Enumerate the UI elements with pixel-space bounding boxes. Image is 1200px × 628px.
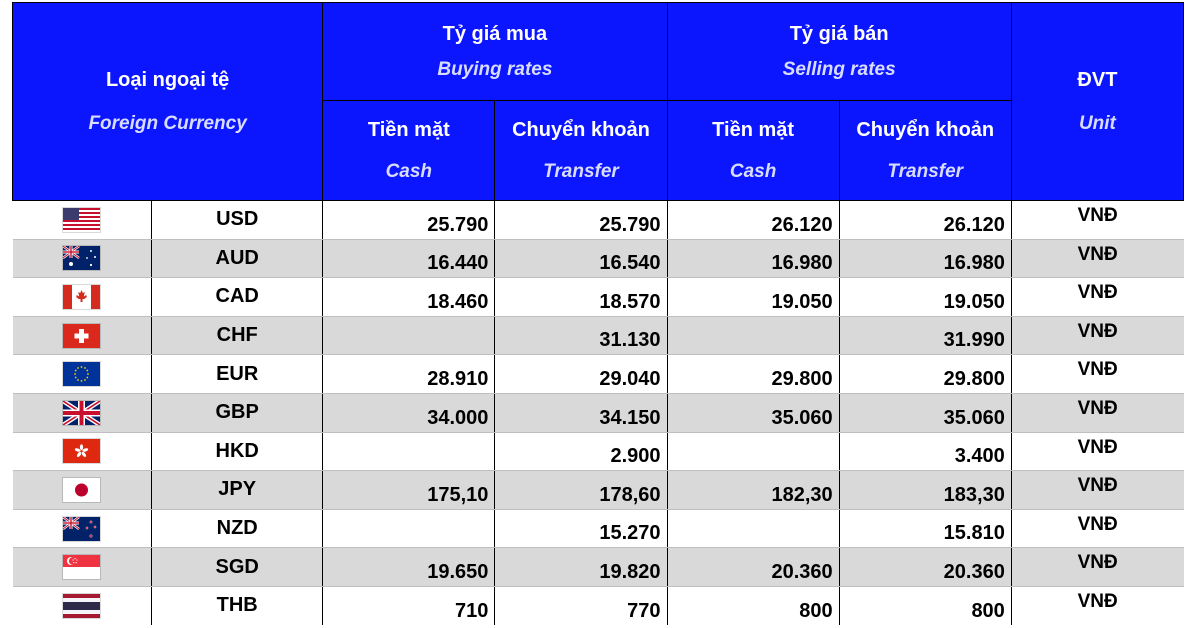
table-header [13,3,1184,201]
flag-cell [13,393,152,432]
sell-transfer-rate: 3.400 [839,432,1011,471]
buy-cash-rate: 710 [323,586,495,625]
flag-cell [13,586,152,625]
jp-flag-icon [63,478,100,502]
unit-cell: VNĐ [1011,509,1183,548]
sell-cash-rate [667,509,839,548]
currency-code: AUD [152,239,323,278]
flag-cell [13,316,152,355]
eu-flag-icon [63,362,100,386]
ch-flag-icon [63,324,100,348]
flag-cell [13,509,152,548]
table-row [13,201,1184,240]
table-row [13,239,1184,278]
sell-cash-rate [667,432,839,471]
sell-transfer-rate: 20.360 [839,548,1011,587]
sell-transfer-rate: 26.120 [839,201,1011,240]
exchange-rate-board [12,2,1184,625]
header-sell-cash [667,101,839,201]
buy-transfer-rate: 770 [495,586,667,625]
currency-code: CAD [152,278,323,317]
buy-transfer-rate: 178,60 [495,471,667,510]
sell-transfer-rate: 800 [839,586,1011,625]
sell-cash-rate: 16.980 [667,239,839,278]
unit-cell: VNĐ [1011,586,1183,625]
header-selling-rates [667,3,1011,101]
sell-cash-rate: 29.800 [667,355,839,394]
buy-transfer-rate: 29.040 [495,355,667,394]
sell-transfer-rate: 19.050 [839,278,1011,317]
header-unit [1011,3,1183,201]
buy-transfer-rate: 2.900 [495,432,667,471]
hk-flag-icon [63,439,100,463]
table-row [13,432,1184,471]
buy-cash-rate: 28.910 [323,355,495,394]
buy-cash-rate: 16.440 [323,239,495,278]
buy-cash-rate [323,509,495,548]
buy-transfer-rate: 34.150 [495,393,667,432]
currency-code: JPY [152,471,323,510]
nz-flag-icon [63,517,100,541]
unit-cell: VNĐ [1011,278,1183,317]
table-row [13,586,1184,625]
header-selling-en: Selling rates [782,58,896,80]
flag-cell [13,278,152,317]
buy-cash-rate: 34.000 [323,393,495,432]
currency-code: HKD [152,432,323,471]
exchange-rate-table [12,2,1184,625]
gb-flag-icon [63,401,100,425]
sell-transfer-rate: 15.810 [839,509,1011,548]
us-flag-icon [63,208,100,232]
buy-transfer-rate: 25.790 [495,201,667,240]
header-buying-vi: Tỷ giá mua [442,22,548,45]
header-cash-en: Cash [385,160,433,182]
unit-cell: VNĐ [1011,355,1183,394]
header-currency-vi: Loại ngoại tệ [105,68,230,91]
buy-cash-rate [323,316,495,355]
sell-transfer-rate: 31.990 [839,316,1011,355]
buy-cash-rate [323,432,495,471]
header-cash-vi: Tiền mặt [367,118,450,141]
currency-code: NZD [152,509,323,548]
unit-cell: VNĐ [1011,201,1183,240]
table-row [13,393,1184,432]
flag-cell [13,355,152,394]
header-unit-vi: ĐVT [1077,68,1118,91]
flag-cell [13,239,152,278]
currency-code: SGD [152,548,323,587]
currency-code: EUR [152,355,323,394]
header-transfer-vi: Chuyển khoản [512,118,650,141]
sell-transfer-rate: 183,30 [839,471,1011,510]
table-row [13,355,1184,394]
flag-cell [13,548,152,587]
table-body [13,201,1184,626]
header-foreign-currency [13,3,323,201]
table-row [13,471,1184,510]
buy-cash-rate: 25.790 [323,201,495,240]
unit-cell: VNĐ [1011,239,1183,278]
header-buying-rates [323,3,667,101]
buy-transfer-rate: 16.540 [495,239,667,278]
au-flag-icon [63,246,100,270]
sell-cash-rate: 182,30 [667,471,839,510]
unit-cell: VNĐ [1011,471,1183,510]
flag-cell [13,432,152,471]
sg-flag-icon [63,555,100,579]
sell-cash-rate: 26.120 [667,201,839,240]
currency-code: GBP [152,393,323,432]
sell-transfer-rate: 35.060 [839,393,1011,432]
header-buy-transfer [495,101,667,201]
table-row [13,548,1184,587]
table-row [13,316,1184,355]
sell-cash-rate: 800 [667,586,839,625]
buy-transfer-rate: 31.130 [495,316,667,355]
header-transfer-en: Transfer [887,160,964,182]
sell-cash-rate: 19.050 [667,278,839,317]
unit-cell: VNĐ [1011,432,1183,471]
buy-cash-rate: 18.460 [323,278,495,317]
header-sell-transfer [839,101,1011,201]
header-cash-vi: Tiền mặt [712,118,795,141]
sell-cash-rate: 35.060 [667,393,839,432]
currency-code: CHF [152,316,323,355]
unit-cell: VNĐ [1011,316,1183,355]
header-cash-en: Cash [729,160,777,182]
buy-transfer-rate: 19.820 [495,548,667,587]
header-unit-en: Unit [1078,112,1116,134]
currency-code: USD [152,201,323,240]
sell-transfer-rate: 16.980 [839,239,1011,278]
unit-cell: VNĐ [1011,393,1183,432]
sell-transfer-rate: 29.800 [839,355,1011,394]
sell-cash-rate: 20.360 [667,548,839,587]
unit-cell: VNĐ [1011,548,1183,587]
flag-cell [13,201,152,240]
header-selling-vi: Tỷ giá bán [789,22,889,45]
currency-code: THB [152,586,323,625]
buy-transfer-rate: 18.570 [495,278,667,317]
header-buy-cash [323,101,495,201]
header-buying-en: Buying rates [437,58,553,80]
table-row [13,278,1184,317]
header-transfer-vi: Chuyển khoản [856,118,995,141]
table-row [13,509,1184,548]
buy-cash-rate: 19.650 [323,548,495,587]
header-transfer-en: Transfer [543,160,619,182]
ca-flag-icon [63,285,100,309]
sell-cash-rate [667,316,839,355]
buy-transfer-rate: 15.270 [495,509,667,548]
buy-cash-rate: 175,10 [323,471,495,510]
flag-cell [13,471,152,510]
header-currency-en: Foreign Currency [88,112,247,134]
th-flag-icon [63,594,100,618]
